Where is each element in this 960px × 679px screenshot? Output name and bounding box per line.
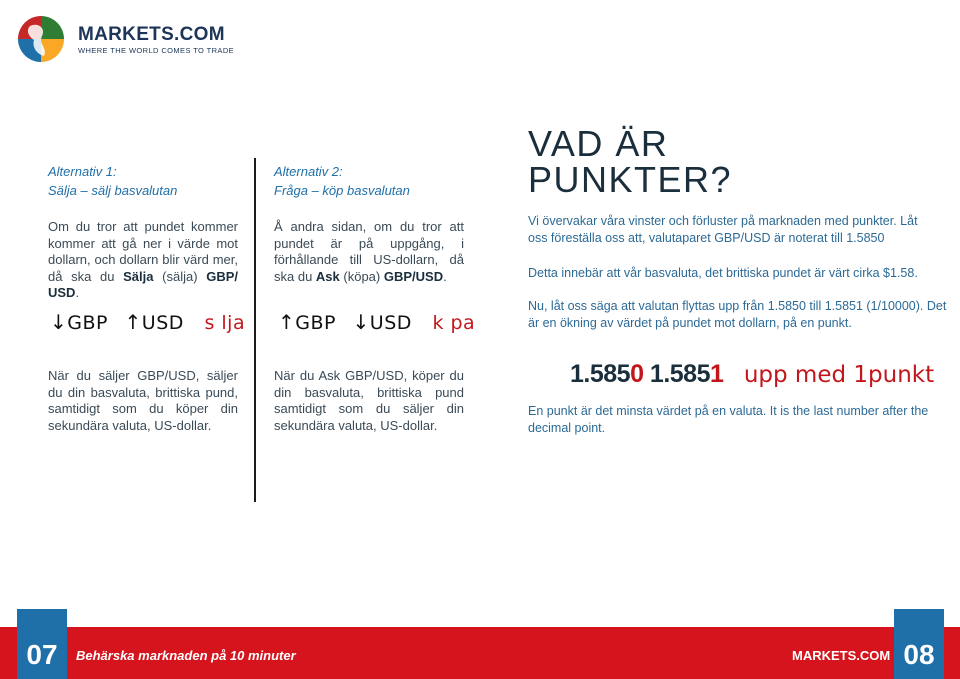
alt2-para-end: .: [443, 268, 447, 284]
footer-brand: MARKETS.COM: [792, 648, 891, 663]
alt1-para-start: Om du tror att pundet kommer kommer att gå ner i värde mot dollarn, och dollarn blir värd mer, då ska du: [48, 219, 238, 284]
page-title-line2: PUNKTER?: [528, 159, 733, 200]
alt1-para-end: .: [75, 285, 80, 300]
alt1-hand-action: s lja: [204, 312, 246, 334]
brand-logo: [16, 14, 235, 64]
alt1-para-mid: (sälja): [153, 268, 207, 284]
page-number-left: 07: [17, 609, 67, 679]
alt2-section: [274, 162, 464, 285]
num2-last-digit: 1: [709, 360, 724, 388]
alt2-hand-action: k pa: [432, 312, 476, 334]
brand-tagline: WHERE THE WORLD COMES TO TRADE: [78, 46, 235, 55]
points-example: [570, 360, 934, 389]
alt2-para-bold2: GBP/USD: [383, 268, 444, 284]
page-title: [528, 123, 733, 200]
alt2-para-bold1: Ask: [315, 268, 340, 284]
alt1-para-bold2: GBP/ USD: [48, 268, 238, 300]
alt1-handwriting: [50, 310, 245, 334]
alt2-handwriting: [278, 310, 475, 334]
points-move-note: Nu, låt oss säga att valutan flyttas upp från 1.5850 till 1.5851 (1/10000). Det är en ökning av värdet på pundet mot dollarn, på en punkt.: [528, 299, 947, 330]
points-intro: Vi övervakar våra vinster och förluster på marknaden med punkter. Låt oss föreställa oss att, valutaparet GBP/USD är noterat till 1.5850: [528, 214, 918, 245]
alt1-section: [48, 162, 238, 302]
num1-main: 1.585: [570, 360, 631, 388]
alt2-title: [274, 162, 464, 200]
alt2-hand-quote: USD: [369, 312, 412, 334]
num2-main: 1.585: [649, 360, 710, 388]
brand-name: MARKETS.COM: [78, 24, 225, 45]
alt1-paragraph: [48, 219, 238, 302]
alt2-para-mid: (köpa): [339, 268, 384, 284]
alt2-para-start: Å andra sidan, om du tror att pundet är på uppgång, i förhållande till US-dollarn, då ska du: [274, 219, 464, 284]
points-up-note: upp med 1punkt: [743, 362, 935, 388]
page-title-line1: VAD ÄR: [528, 123, 669, 164]
globe-icon: [16, 14, 66, 64]
alt1-title: [48, 162, 238, 200]
alt2-footnote: När du Ask GBP/USD, köper du din basvaluta, brittiska pund samtidigt som du säljer din sekundära valuta, US-dollar.: [274, 368, 464, 433]
alt2-title-line2: Fråga – köp basvalutan: [274, 183, 410, 198]
alt2-title-line1: Alternativ 2:: [274, 164, 343, 179]
alt1-title-line2: Sälja – sälj basvalutan: [48, 183, 178, 198]
alt1-hand-quote: USD: [141, 312, 184, 334]
alt2-paragraph: [274, 219, 464, 285]
column-divider: [254, 158, 256, 502]
num1-last-digit: 0: [630, 360, 644, 388]
alt1-hand-base: GBP: [67, 312, 108, 334]
alt1-footnote: När du säljer GBP/USD, säljer du din basvaluta, brittiska pund, samtidigt som du köper din sekundära valuta, US-dollar.: [48, 368, 238, 433]
arrow-down-icon: ↓: [50, 310, 68, 334]
arrow-down-icon: ↓: [352, 310, 370, 334]
points-definition: En punkt är det minsta värdet på en valuta. It is the last number after the decimal point.: [528, 404, 929, 435]
arrow-up-icon: ↑: [124, 310, 142, 334]
footer-title: Behärska marknaden på 10 minuter: [76, 648, 296, 663]
points-value-note: Detta innebär att vår basvaluta, det brittiska pundet är värt cirka $1.58.: [528, 266, 918, 280]
alt1-title-line1: Alternativ 1:: [48, 164, 117, 179]
alt1-para-bold1: Sälja: [123, 268, 154, 284]
alt2-hand-base: GBP: [295, 312, 336, 334]
arrow-up-icon: ↑: [278, 310, 296, 334]
page-number-right: 08: [894, 609, 944, 679]
